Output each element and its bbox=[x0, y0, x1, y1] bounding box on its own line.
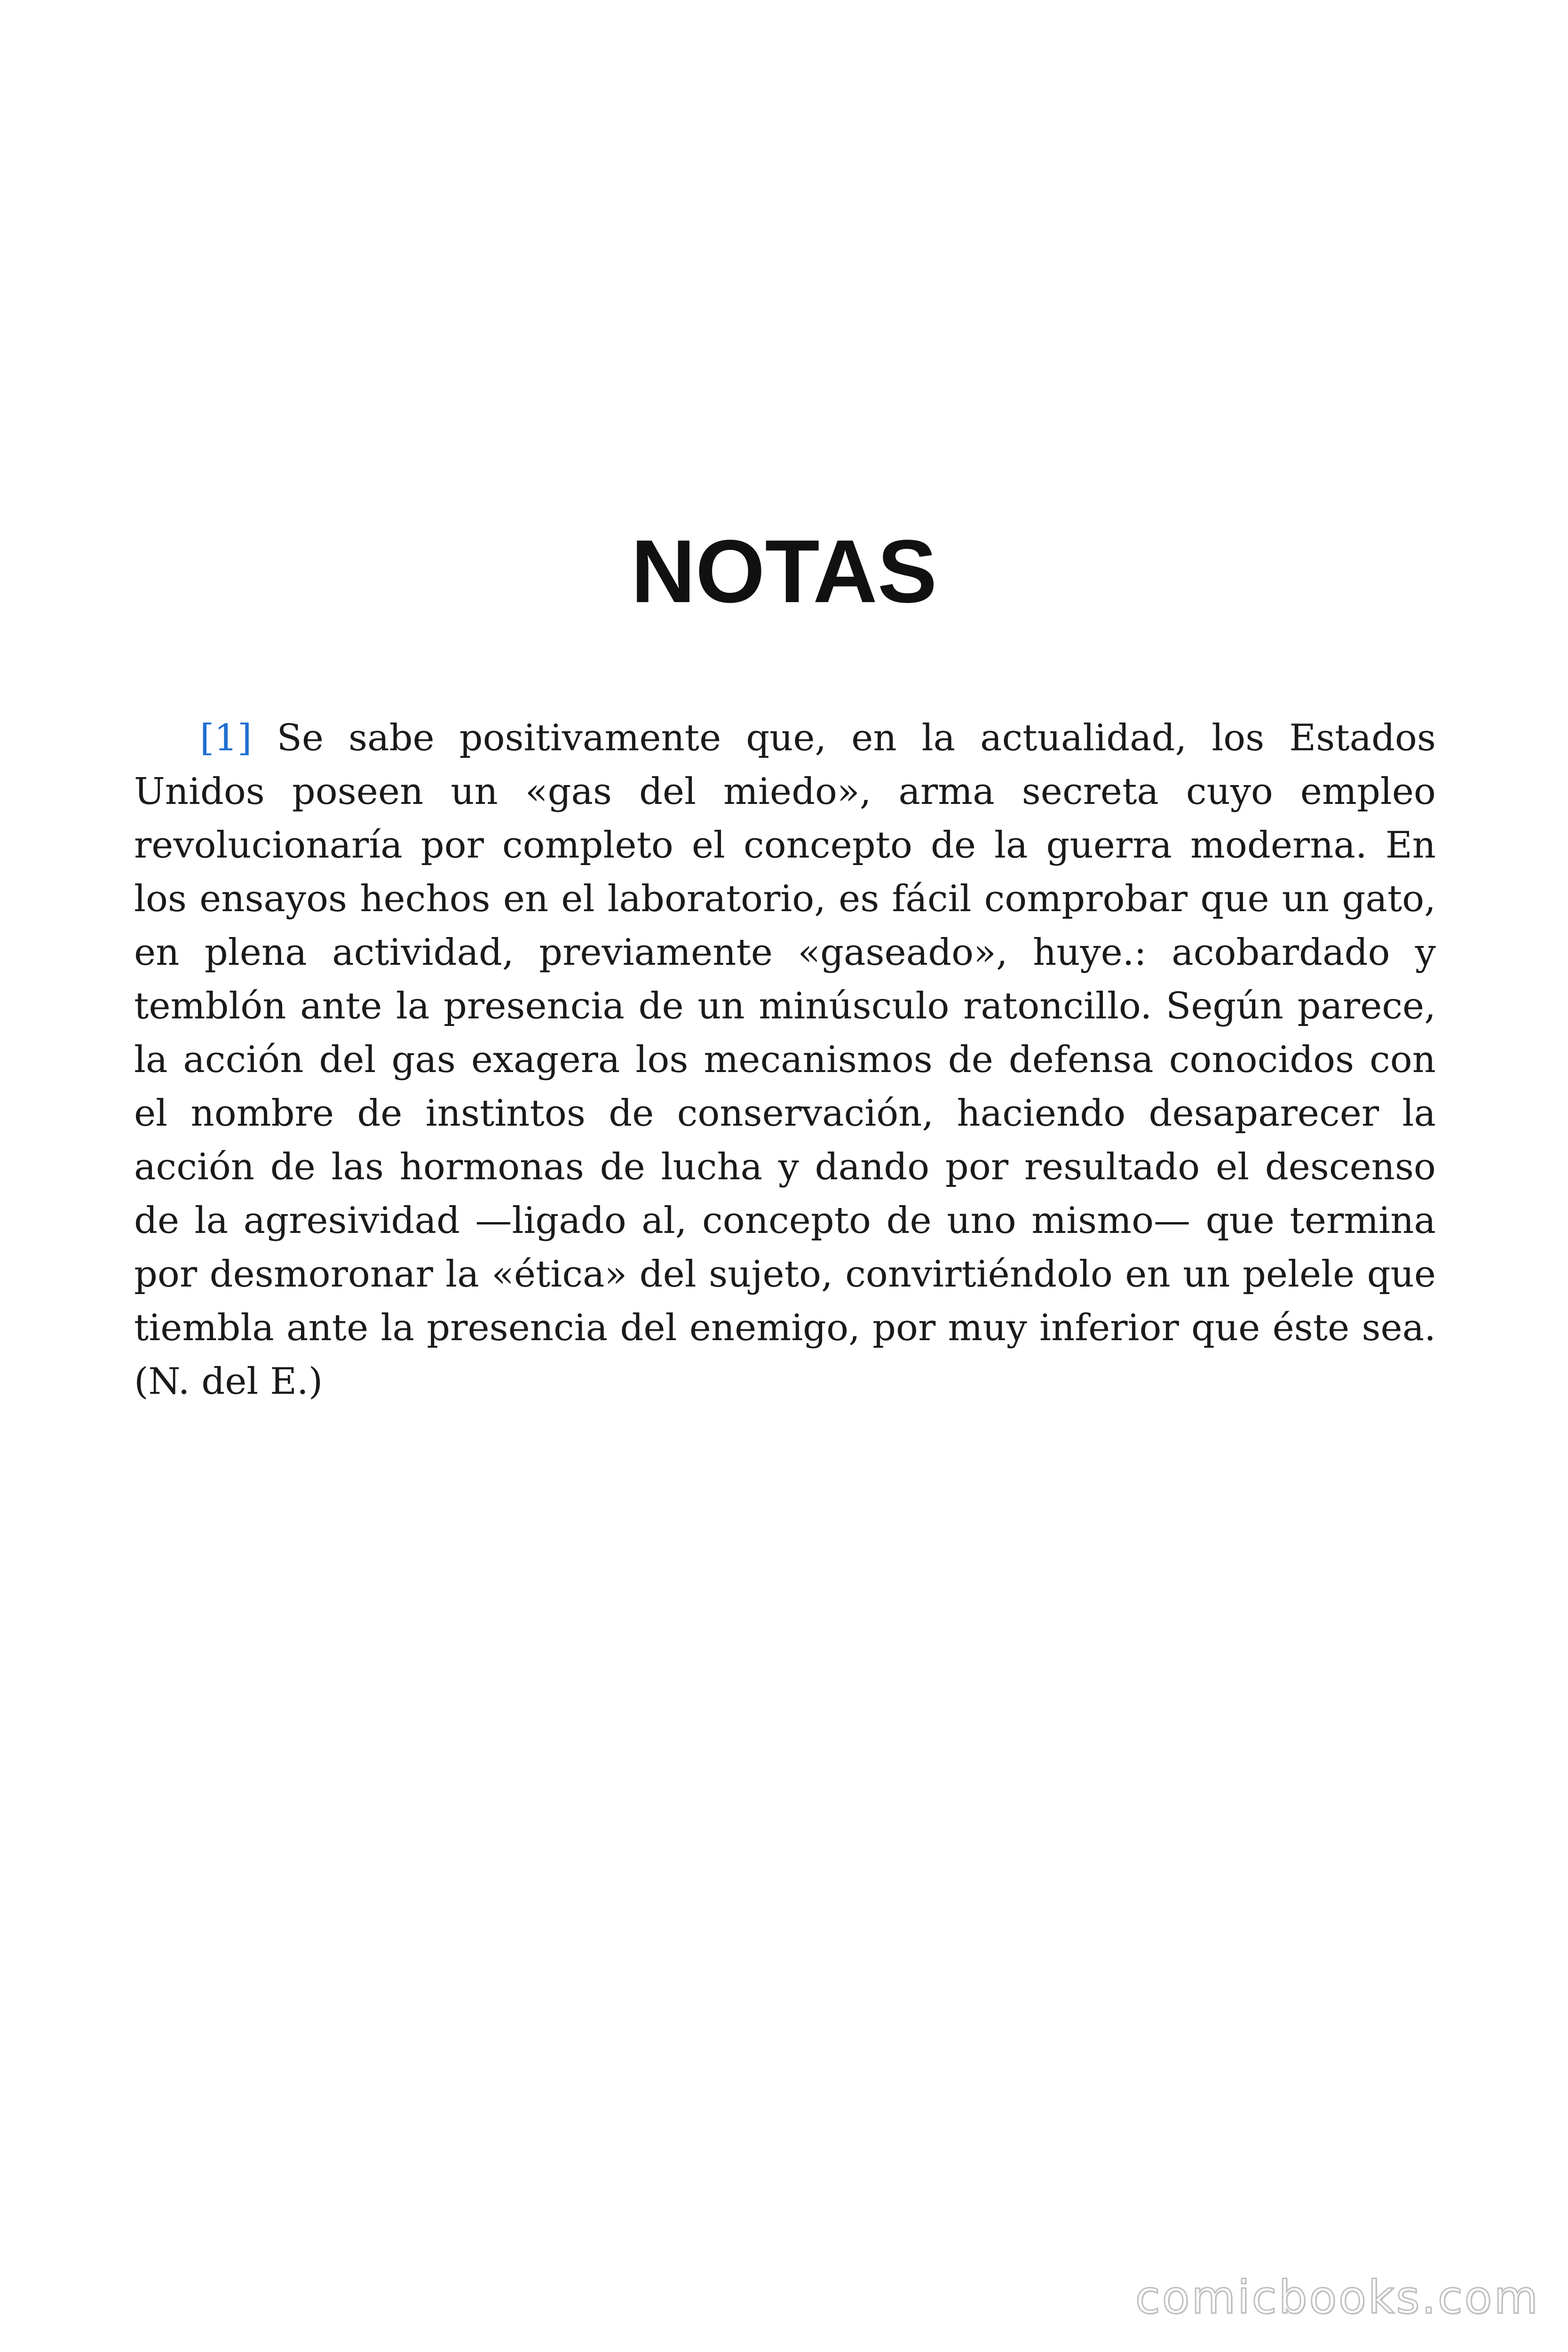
footnote-paragraph bbox=[134, 711, 1436, 1408]
footnote-reference-link[interactable]: [1] bbox=[200, 717, 252, 759]
footnote-text: Se sabe positivamente que, en la actualidad, los Estados Unidos poseen un «gas del miedo», arma secreta cuyo empleo revolucionaría por completo el concepto de la guerra moderna. En los ensayos hechos en el laboratorio, es fácil comprobar que un gato, en plena actividad, previamente «gaseado», huye.: acobardado y temblón ante la presencia de un minúsculo ratoncillo. Según parece, la acción del gas exagera los mecanismos de defensa conocidos con el nombre de instintos de conservación, haciendo desaparecer la acción de las hormonas de lucha y dando por resultado el descenso de la agresividad —ligado al, concepto de uno mismo— que termina por desmoronar la «ética» del sujeto, convirtiéndolo en un pelele que tiembla ante la presencia del enemigo, por muy inferior que éste sea. (N. del E.) bbox=[134, 717, 1436, 1403]
page-title: NOTAS bbox=[631, 522, 937, 621]
watermark-logo: comicbooks.com bbox=[1135, 2271, 1540, 2324]
